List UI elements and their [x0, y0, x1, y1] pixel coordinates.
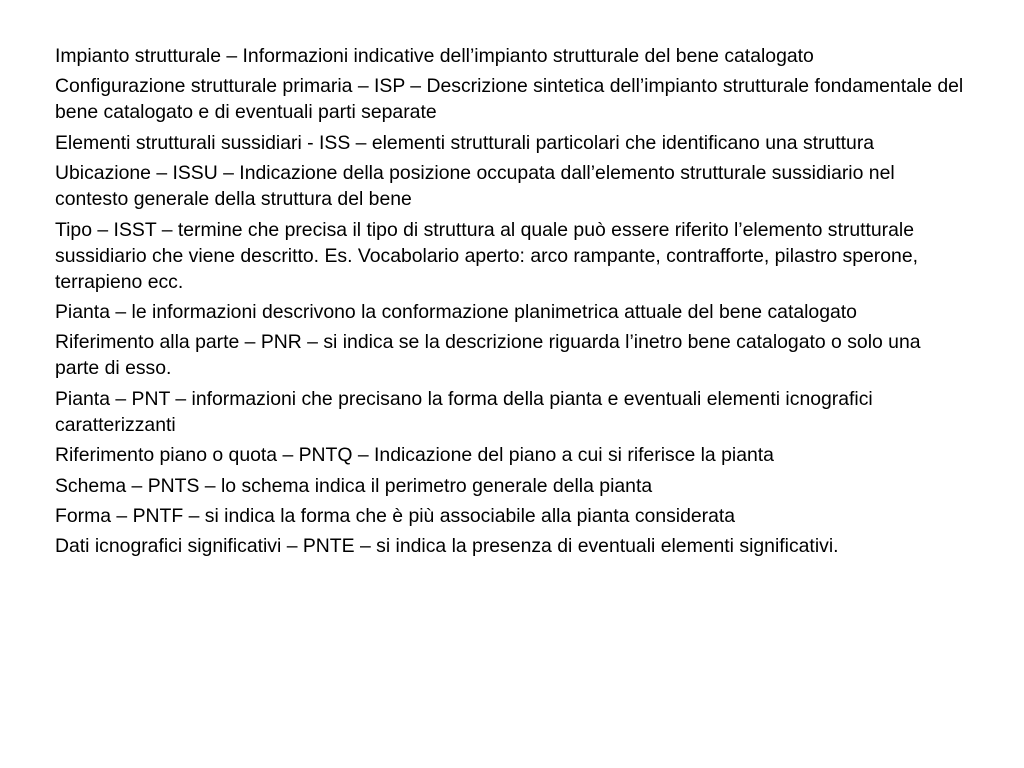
paragraph-pnr: Riferimento alla parte – PNR – si indica se la descrizione riguarda l’inetro bene catalogato o solo una parte di esso. [55, 331, 921, 380]
paragraph-pnte: Dati icnografici significativi – PNTE – si indica la presenza di eventuali elementi significativi. [55, 535, 839, 558]
paragraph-pnt: Pianta – PNT – informazioni che precisano la forma della pianta e eventuali elementi icnografici caratterizzanti [55, 387, 873, 436]
paragraph-iss: Elementi strutturali sussidiari - ISS – elementi strutturali particolari che identificano una struttura [55, 131, 875, 154]
paragraph-pntf: Forma – PNTF – si indica la forma che è più associabile alla pianta considerata [55, 504, 736, 527]
paragraph-impianto-strutturale: Impianto strutturale – Informazioni indicative dell’impianto strutturale del bene catalogato [55, 45, 814, 67]
slide-text-body [55, 43, 970, 564]
paragraph-pntq: Riferimento piano o quota – PNTQ – Indicazione del piano a cui si riferisce la pianta [55, 444, 774, 467]
paragraph-pnts: Schema – PNTS – lo schema indica il perimetro generale della pianta [55, 474, 653, 497]
paragraph-isp: Configurazione strutturale primaria – ISP – Descrizione sintetica dell’impianto strutturale fondamentale del bene catalogato e di eventuali parti separate [55, 75, 964, 124]
paragraph-issu: Ubicazione – ISSU – Indicazione della posizione occupata dall’elemento strutturale sussidiario nel contesto generale della struttura del bene [55, 162, 895, 211]
paragraph-pianta: Pianta – le informazioni descrivono la conformazione planimetrica attuale del bene catalogato [55, 300, 857, 323]
paragraph-isst: Tipo – ISST – termine che precisa il tipo di struttura al quale può essere riferito l’elemento strutturale sussidiario che viene descritto. Es. Vocabolario aperto: arco rampante, contrafforte, pilastro sperone, terrapieno ecc. [55, 218, 918, 293]
